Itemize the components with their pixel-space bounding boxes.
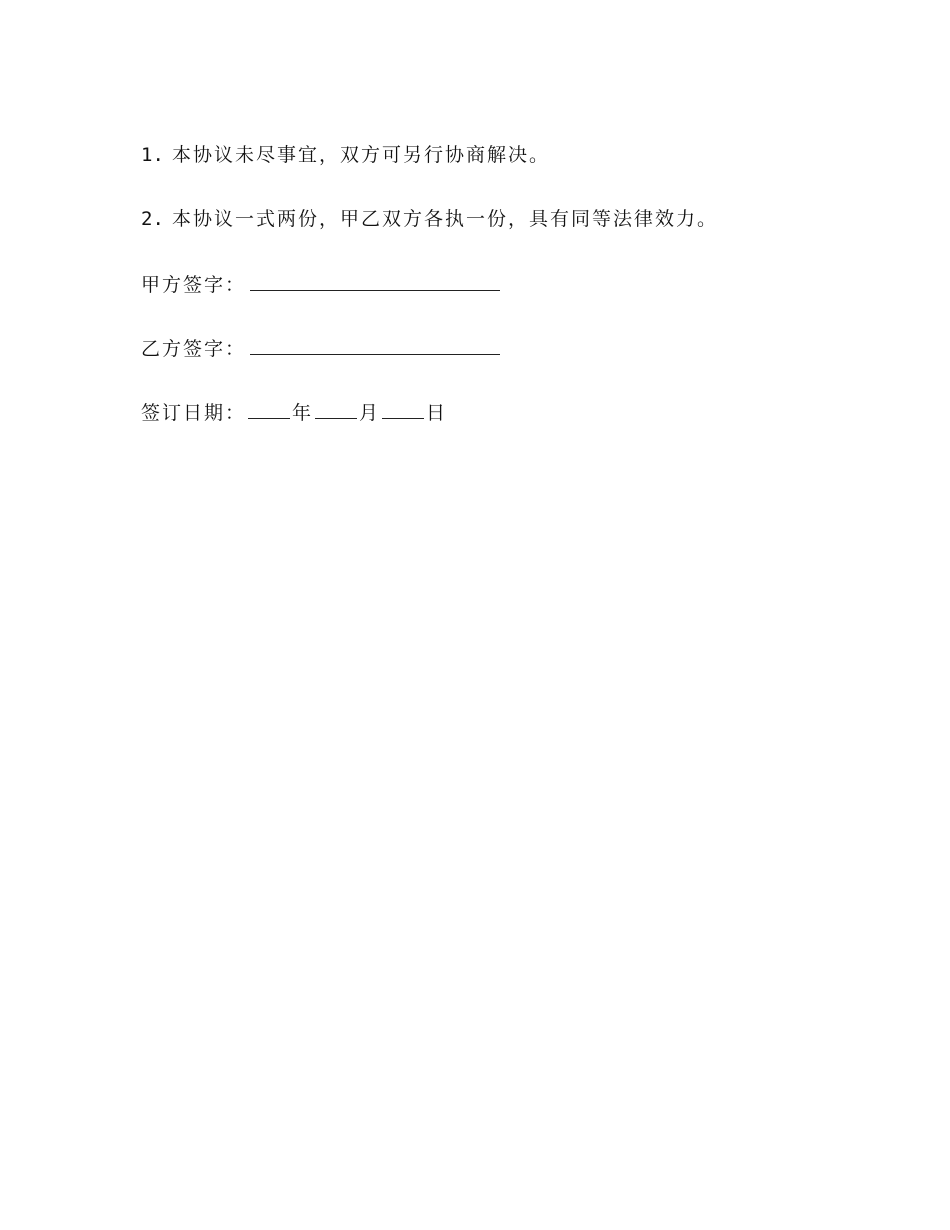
- clause-item: [141, 202, 841, 236]
- clause-text: 本协议一式两份，甲乙双方各执一份，具有同等法律效力。: [171, 208, 718, 230]
- clause-number: 2.: [141, 208, 164, 230]
- signing-date-row: [141, 394, 841, 428]
- signing-date-label: 签订日期：: [141, 402, 247, 424]
- year-label: 年: [292, 402, 314, 424]
- document-body: [141, 138, 841, 458]
- party-a-signature-field[interactable]: [250, 266, 500, 291]
- day-label: 日: [426, 402, 448, 424]
- month-field[interactable]: [315, 394, 357, 419]
- party-a-signature-label: 甲方签字：: [141, 274, 247, 296]
- year-field[interactable]: [248, 394, 290, 419]
- party-b-signature-label: 乙方签字：: [141, 338, 247, 360]
- month-label: 月: [359, 402, 381, 424]
- clause-text: 本协议未尽事宜，双方可另行协商解决。: [171, 144, 550, 166]
- party-b-signature-field[interactable]: [250, 330, 500, 355]
- day-field[interactable]: [382, 394, 424, 419]
- clause-number: 1.: [141, 144, 164, 166]
- clause-item: [141, 138, 841, 172]
- party-b-signature-row: [141, 330, 841, 364]
- party-a-signature-row: [141, 266, 841, 300]
